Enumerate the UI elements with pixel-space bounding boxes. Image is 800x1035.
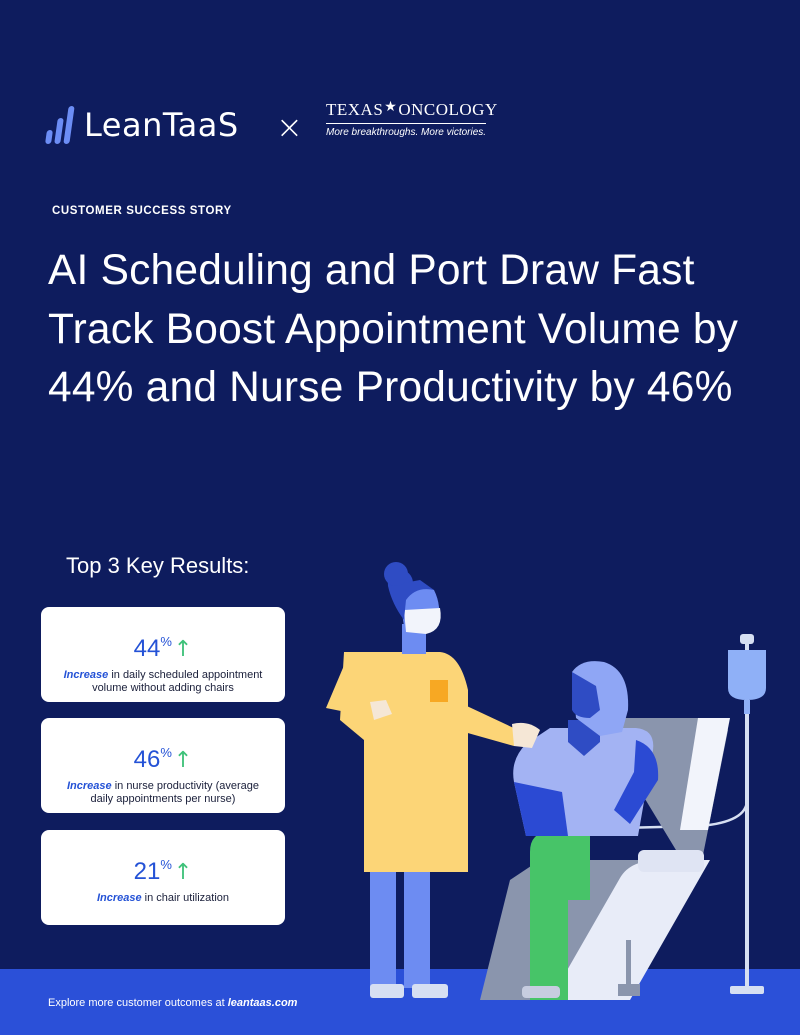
results-heading: Top 3 Key Results: (66, 553, 250, 578)
page-title: AI Scheduling and Port Draw Fast Track Boost Appointment Volume by 44% and Nurse Productivity by 46% (48, 247, 739, 411)
result-card (41, 607, 285, 702)
result-value: 46 (133, 746, 161, 773)
result-emphasis: Increase (63, 669, 109, 681)
result-unit: % (160, 857, 172, 872)
arrow-up-icon: ↑ (173, 637, 193, 662)
result-emphasis: Increase (66, 780, 112, 792)
result-value: 21 (133, 858, 161, 885)
result-card (41, 830, 285, 925)
result-unit: % (160, 634, 172, 649)
arrow-up-icon: ↑ (173, 748, 193, 773)
result-card (41, 718, 285, 813)
texas-oncology-wordmark-right: ONCOLOGY (398, 100, 498, 119)
texas-oncology-wordmark-left: TEXAS (326, 100, 384, 119)
result-description: in nurse productivity (average daily appointments per nurse) (90, 780, 259, 805)
partnership-separator: × (276, 108, 303, 146)
result-description: in chair utilization (141, 892, 230, 904)
result-emphasis: Increase (96, 892, 142, 904)
star-icon: ★ (384, 100, 398, 115)
result-value: 44 (133, 635, 161, 662)
partner-logos (46, 100, 506, 156)
result-unit: % (160, 745, 172, 760)
leantaas-bars-icon (46, 106, 72, 144)
result-description: in daily scheduled appointment volume without adding chairs (92, 669, 263, 694)
footer-link[interactable]: leantaas.com (227, 997, 298, 1009)
footer-text: Explore more customer outcomes at (48, 997, 228, 1009)
leantaas-wordmark: LeanTaaS (84, 106, 239, 144)
texas-oncology-logo (326, 100, 498, 138)
texas-oncology-tagline: More breakthroughs. More victories. (326, 127, 487, 138)
leantaas-logo (46, 106, 239, 144)
logo-divider (326, 123, 486, 124)
arrow-up-icon: ↑ (173, 860, 193, 885)
eyebrow-label: CUSTOMER SUCCESS STORY (52, 205, 232, 217)
nurse-patient-illustration (300, 560, 800, 1000)
